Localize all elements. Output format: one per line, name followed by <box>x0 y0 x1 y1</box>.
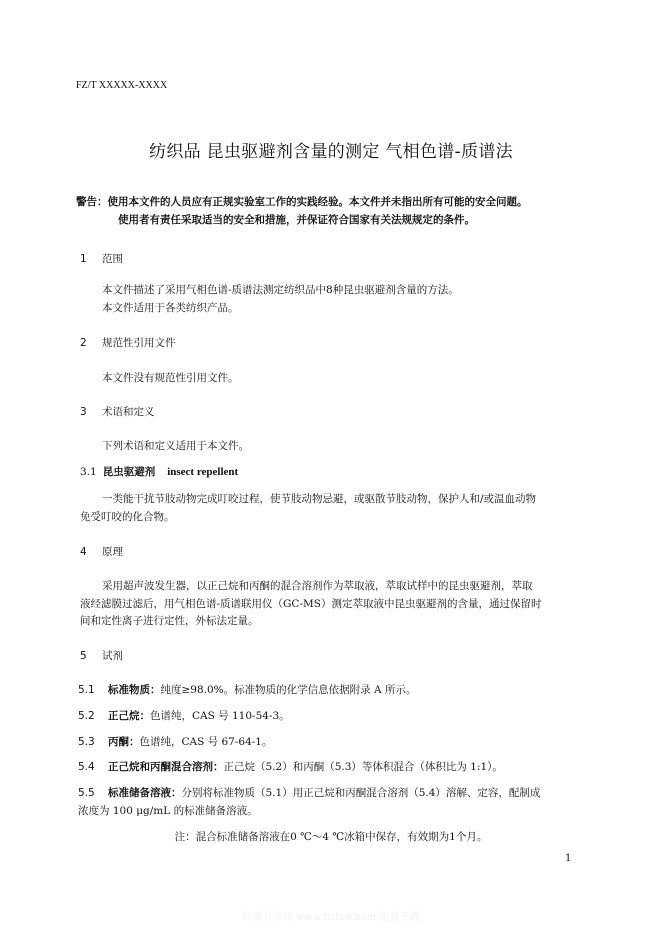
page-number: 1 <box>565 853 572 864</box>
term-definition-line-2: 免受叮咬的化合物。 <box>80 511 175 523</box>
principle-line-3: 间和定性离子进行定性，外标法定量。 <box>80 615 259 627</box>
document-code: FZ/T XXXXX-XXXX <box>76 80 168 91</box>
terms-paragraph: 下列术语和定义适用于本文件。 <box>102 440 249 452</box>
section-number: 2 <box>80 337 87 349</box>
term-english: insect repellent <box>167 466 239 478</box>
reagent-item <box>78 759 503 774</box>
section-number: 5 <box>80 650 87 662</box>
reagent-number: 5.2 <box>78 710 95 722</box>
reagent-number: 5.4 <box>78 761 95 773</box>
reagent-text: 色谱纯，CAS 号 67-64-1。 <box>139 736 273 748</box>
reagent-text: 纯度≥98.0%。标准物质的化学信息依据附录 A 所示。 <box>160 684 417 696</box>
section-number: 3 <box>80 406 87 418</box>
reagent-item <box>78 708 290 723</box>
section-heading-reagents <box>80 648 123 663</box>
scope-paragraph-1: 本文件描述了采用气相色谱-质谱法测定纺织品中8种昆虫驱避剂含量的方法。 <box>102 284 459 296</box>
term-heading-insect-repellent <box>80 464 238 479</box>
section-heading-principle <box>80 544 123 559</box>
reagent-number: 5.1 <box>78 684 95 696</box>
term-definition-line-1: 一类能干扰节肢动物完成叮咬过程，使节肢动物忌避，或驱散节肢动物，保护人和/或温血动物 <box>102 493 537 505</box>
reagent-item <box>78 682 416 697</box>
section-title: 规范性引用文件 <box>102 337 176 349</box>
section-heading-terms <box>80 404 155 419</box>
reagent-label: 正己烷和丙酮混合溶剂： <box>108 761 224 773</box>
principle-line-1: 采用超声波发生器，以正己烷和丙酮的混合溶剂作为萃取液，萃取试样中的昆虫驱避剂，萃取 <box>102 580 533 592</box>
reagent-text: 色谱纯，CAS 号 110-54-3。 <box>150 710 290 722</box>
footer-watermark: 标准分享网 www.bzfxw.com 免费下载 <box>242 912 420 923</box>
section-heading-scope <box>80 251 123 266</box>
document-title: 纺织品 昆虫驱避剂含量的测定 气相色谱-质谱法 <box>149 142 513 162</box>
reagent-label: 标准储备溶液： <box>108 787 182 799</box>
section-title: 范围 <box>102 253 123 265</box>
section-heading-normative-references <box>80 335 176 350</box>
principle-line-2: 液经滤膜过滤后，用气相色谱-质谱联用仪（GC-MS）测定萃取液中昆虫驱避剂的含量，通过保留时 <box>80 598 542 610</box>
reagent-number: 5.3 <box>78 736 95 748</box>
reagent-label: 标准物质： <box>108 684 161 696</box>
section-title: 术语和定义 <box>102 406 155 418</box>
storage-note: 注：混合标准储备溶液在0 ℃～4 ℃冰箱中保存，有效期为1个月。 <box>174 831 488 843</box>
section-number: 4 <box>80 546 87 558</box>
reagent-label: 正己烷： <box>108 710 150 722</box>
term-label: 昆虫驱避剂 <box>102 466 156 478</box>
section-title: 原理 <box>102 546 123 558</box>
section-title: 试剂 <box>102 650 123 662</box>
warning-line-1: 警告：使用本文件的人员应有正规实验室工作的实践经验。本文件并未指出所有可能的安全问题。 <box>76 196 528 208</box>
reagent-item <box>78 785 540 800</box>
reagent-label: 丙酮： <box>108 736 140 748</box>
warning-line-2: 使用者有责任采取适当的安全和措施，并保证符合国家有关法规规定的条件。 <box>118 214 475 226</box>
section-number: 1 <box>80 253 87 265</box>
reagent-item <box>78 734 272 749</box>
reagent-text-continued: 浓度为 100 μg/mL 的标准储备溶液。 <box>78 805 258 817</box>
term-number: 3.1 <box>80 466 97 478</box>
reagent-number: 5.5 <box>78 787 95 799</box>
scope-paragraph-2: 本文件适用于各类纺织产品。 <box>102 302 239 314</box>
reagent-text: 分别将标准物质（5.1）用正己烷和丙酮混合溶剂（5.4）溶解、定容，配制成 <box>181 787 541 799</box>
normative-references-paragraph: 本文件没有规范性引用文件。 <box>102 372 239 384</box>
reagent-text: 正己烷（5.2）和丙酮（5.3）等体积混合（体积比为 1:1）。 <box>223 761 503 773</box>
